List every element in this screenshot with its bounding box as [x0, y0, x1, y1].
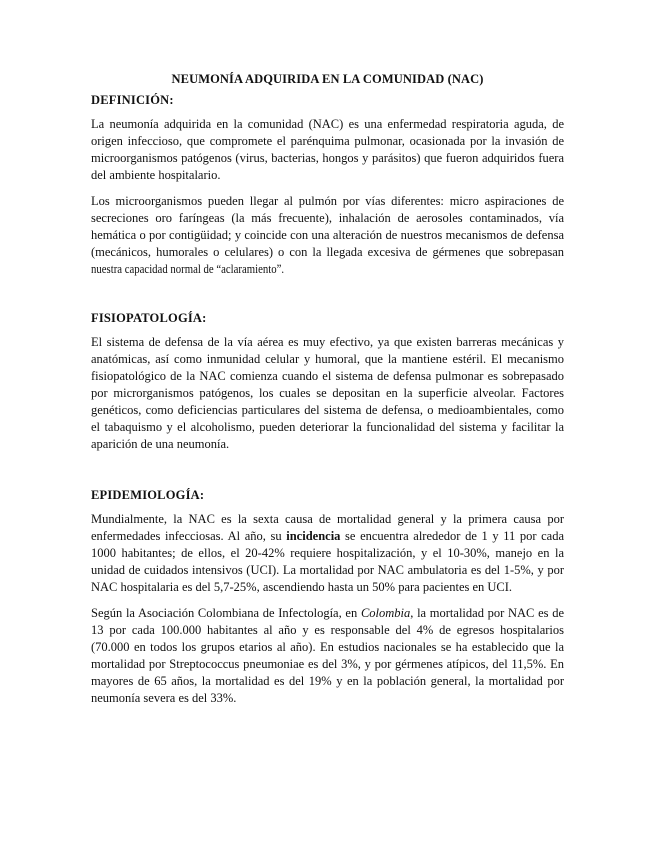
- definicion-paragraph-1: La neumonía adquirida en la comunidad (NAC) es una enfermedad respiratoria aguda, de origen infeccioso, que compromete el parénquima pulmonar, ocasionada por la invasión de microorganismos patógenos (virus, bacterias, hongos y parásitos) que fueron adquiridos fuera del ambiente hospitalario.: [91, 117, 564, 182]
- epidemiologia-p1-text-b: se encuentra alrededor de 1 y 11 por cada 1000 habitantes; de ellos, el 20-42% requiere hospitalización, y el 10-30%, manejo en la unidad de cuidados intensivos (UCI). La mortalidad por NAC ambulatoria es del 1-5%, y por NAC hospitalaria es del 5,7-25%, ascendiendo hasta un 50% para pacientes en UCI.: [91, 529, 565, 594]
- epidemiologia-p1-text-a: Mundialmente, la NAC es la sexta causa de mortalidad general y la primera causa por enfermedades infecciosas. Al año, su: [91, 512, 564, 543]
- epidemiologia-p2-text-a: Según la Asociación Colombiana de Infectología, en: [91, 606, 358, 620]
- spacer: [91, 462, 564, 488]
- section-fisiopatologia: [91, 311, 564, 453]
- fisiopatologia-paragraph-1: El sistema de defensa de la vía aérea es muy efectivo, ya que existen barreras mecánicas y anatómicas, así como inmunidad celular y humoral, que la mantiene estéril. El mecanismo fisiopatológico de la NAC comienza cuando el sistema de defensa pulmonar es sobrepasado por microrganismos patógenos, los cuales se depositan en la superficie alveolar. Factores genéticos, como deficiencias particulares del sistema de defensa, o medioambientales, como el tabaquismo y el alcoholismo, pueden deteriorar la funcionalidad del sistema y facilitar la aparición de una neumonía.: [91, 335, 564, 451]
- colombia-term: Colombia: [360, 606, 411, 620]
- heading-epidemiologia: EPIDEMIOLOGÍA:: [91, 488, 205, 502]
- definicion-paragraph-2: [91, 193, 564, 278]
- incidencia-term: incidencia: [286, 529, 341, 543]
- definicion-paragraph-2-tail: nuestra capacidad normal de “aclaramiento”.: [91, 262, 285, 276]
- heading-definicion: DEFINICIÓN:: [91, 93, 174, 107]
- document-page: [91, 72, 564, 716]
- document-title: NEUMONÍA ADQUIRIDA EN LA COMUNIDAD (NAC): [171, 72, 484, 86]
- definicion-paragraph-2-main: Los microorganismos pueden llegar al pulmón por vías diferentes: micro aspiraciones de secreciones oro faríngeas (la más frecuente), inhalación de aerosoles contaminados, vía hemática o por contigüidad; y coincide con una alteración de nuestros mecanismos de defensa (mecánicos, humorales o celulares) o con la llegada excesiva de gérmenes que sobrepasan: [91, 194, 564, 259]
- section-epidemiologia: [91, 488, 564, 707]
- section-definicion: [91, 93, 564, 278]
- epidemiologia-paragraph-1: [91, 511, 564, 596]
- epidemiologia-p2-text-b: , la mortalidad por NAC es de 13 por cada 100.000 habitantes al año y es responsable del 4% de egresos hospitalarios (70.000 en todos los grupos etarios al año). En estudios nacionales se ha establecido que la mortalidad por Streptococcus pneumoniae es del 3%, y por gérmenes atípicos, del 11,5%. En mayores de 65 años, la mortalidad es del 19% y en la población general, la mortalidad por neumonía severa es del 33%.: [91, 606, 565, 705]
- heading-fisiopatologia: FISIOPATOLOGÍA:: [91, 311, 207, 325]
- epidemiologia-paragraph-2: [91, 605, 564, 707]
- spacer: [91, 287, 564, 311]
